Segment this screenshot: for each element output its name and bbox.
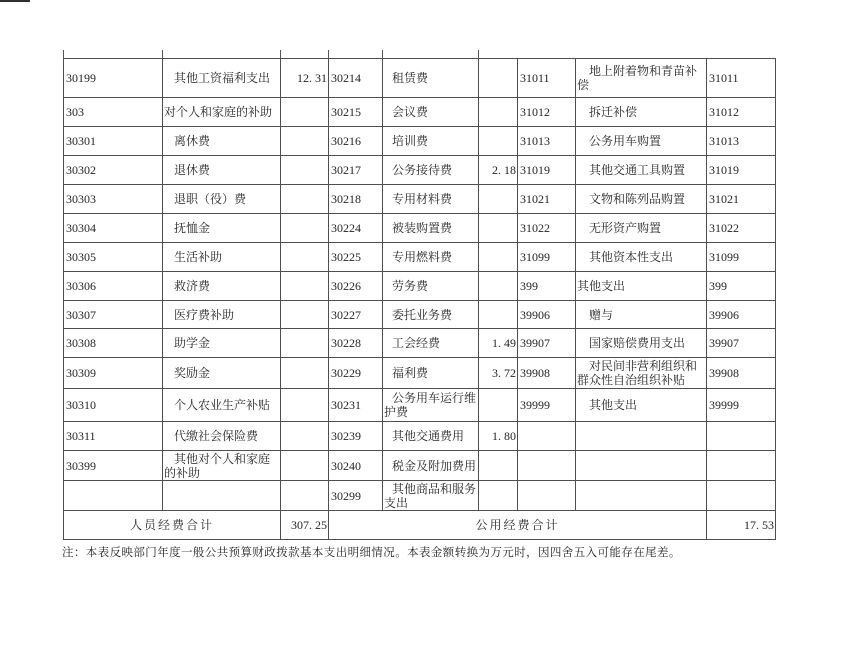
name-cell: 其他对个人和家庭的补助 [163,451,281,481]
amount-cell [281,272,329,301]
name-cell: 退休费 [163,156,281,185]
name-cell: 其他资本性支出 [576,243,707,272]
amount-cell [479,301,518,329]
name-cell: 公务接待费 [383,156,479,185]
code-cell: 39907 [518,329,576,358]
table-row [64,301,776,329]
name-cell: 对民间非营利组织和群众性自治组织补贴 [576,358,707,389]
name-cell: 个人农业生产补贴 [163,389,281,422]
name-cell: 地上附着物和青苗补偿 [576,59,707,98]
code-cell: 31099 [707,243,776,272]
name-cell: 福利费 [383,358,479,389]
name-cell [576,451,707,481]
code-cell: 30399 [64,451,163,481]
code-cell [707,422,776,451]
amount-cell [479,389,518,422]
name-cell: 专用材料费 [383,185,479,214]
name-cell: 公务用车购置 [576,127,707,156]
code-cell: 31011 [518,59,576,98]
name-cell: 拆迁补偿 [576,98,707,127]
amount-cell [281,389,329,422]
code-cell: 39999 [518,389,576,422]
code-cell [707,451,776,481]
name-cell: 离休费 [163,127,281,156]
code-cell: 30310 [64,389,163,422]
personnel-total-label: 人员经费合计 [64,511,281,540]
name-cell: 租赁费 [383,59,479,98]
code-cell: 31013 [707,127,776,156]
name-cell: 助学金 [163,329,281,358]
amount-cell [281,422,329,451]
amount-cell [281,214,329,243]
code-cell: 30214 [329,59,383,98]
code-cell: 31011 [707,59,776,98]
name-cell [576,481,707,511]
code-cell: 31021 [518,185,576,214]
amount-cell [479,272,518,301]
table-column-line-stub [382,50,383,58]
code-cell: 30228 [329,329,383,358]
name-cell: 奖励金 [163,358,281,389]
name-cell: 劳务费 [383,272,479,301]
code-cell: 30299 [329,481,383,511]
code-cell: 30227 [329,301,383,329]
code-cell: 30309 [64,358,163,389]
code-cell: 31012 [518,98,576,127]
table-row [64,243,776,272]
amount-cell [281,185,329,214]
code-cell: 31099 [518,243,576,272]
table-row [64,98,776,127]
table-row [64,156,776,185]
name-cell: 生活补助 [163,243,281,272]
table-column-line-stub [63,50,64,58]
code-cell: 30306 [64,272,163,301]
code-cell: 399 [518,272,576,301]
code-cell: 30218 [329,185,383,214]
name-cell [576,422,707,451]
amount-cell [281,358,329,389]
name-cell: 救济费 [163,272,281,301]
amount-cell [479,214,518,243]
code-cell: 31022 [707,214,776,243]
code-cell [518,451,576,481]
amount-cell [281,481,329,511]
code-cell: 30217 [329,156,383,185]
code-cell: 30304 [64,214,163,243]
code-cell: 39906 [518,301,576,329]
code-cell: 30216 [329,127,383,156]
amount-cell [281,156,329,185]
code-cell: 30303 [64,185,163,214]
code-cell [518,422,576,451]
code-cell: 30301 [64,127,163,156]
code-cell: 30229 [329,358,383,389]
name-cell: 税金及附加费用 [383,451,479,481]
name-cell: 专用燃料费 [383,243,479,272]
public-total-label: 公用经费合计 [329,511,707,540]
name-cell: 工会经费 [383,329,479,358]
code-cell: 30199 [64,59,163,98]
code-cell: 30302 [64,156,163,185]
name-cell: 其他工资福利支出 [163,59,281,98]
table-column-line-stub [478,50,479,58]
code-cell: 31021 [707,185,776,214]
table-row [64,272,776,301]
basic-expenditure-detail-table [63,58,776,540]
amount-cell: 1. 80 [479,422,518,451]
code-cell: 39907 [707,329,776,358]
name-cell: 赠与 [576,301,707,329]
code-cell: 30307 [64,301,163,329]
table-row [64,481,776,511]
name-cell: 国家赔偿费用支出 [576,329,707,358]
amount-cell [281,243,329,272]
name-cell: 无形资产购置 [576,214,707,243]
code-cell: 39908 [518,358,576,389]
code-cell: 30231 [329,389,383,422]
name-cell: 公务用车运行维护费 [383,389,479,422]
name-cell: 其他交通工具购置 [576,156,707,185]
table-row [64,329,776,358]
table-row [64,214,776,243]
table-row [64,127,776,156]
code-cell: 30305 [64,243,163,272]
name-cell: 对个人和家庭的补助 [163,98,281,127]
code-cell: 39908 [707,358,776,389]
code-cell: 30308 [64,329,163,358]
code-cell: 31013 [518,127,576,156]
code-cell: 39906 [707,301,776,329]
name-cell: 其他支出 [576,389,707,422]
amount-cell: 3. 72 [479,358,518,389]
code-cell: 30224 [329,214,383,243]
name-cell: 医疗费补助 [163,301,281,329]
code-cell: 30226 [329,272,383,301]
personnel-total-value: 307. 25 [281,511,329,540]
name-cell: 被装购置费 [383,214,479,243]
amount-cell [281,451,329,481]
code-cell: 39999 [707,389,776,422]
code-cell: 31012 [707,98,776,127]
amount-cell [479,185,518,214]
amount-cell [479,127,518,156]
code-cell: 30225 [329,243,383,272]
amount-cell [281,301,329,329]
name-cell: 抚恤金 [163,214,281,243]
table-row [64,185,776,214]
name-cell: 委托业务费 [383,301,479,329]
name-cell: 其他支出 [576,272,707,301]
name-cell: 会议费 [383,98,479,127]
table-note: 注：本表反映部门年度一般公共预算财政拨款基本支出明细情况。本表金额转换为万元时，因四舍五入可能存在尾差。 [62,547,681,559]
crop-artifact-line [0,0,30,2]
code-cell: 30239 [329,422,383,451]
amount-cell [479,243,518,272]
code-cell: 30215 [329,98,383,127]
table-row [64,422,776,451]
code-cell [518,481,576,511]
name-cell [163,481,281,511]
name-cell: 培训费 [383,127,479,156]
table-row [64,59,776,98]
code-cell [64,481,163,511]
table-row [64,451,776,481]
table-column-line-stub [328,50,329,58]
totals-row [64,511,776,540]
amount-cell [281,329,329,358]
code-cell: 31019 [707,156,776,185]
amount-cell [479,451,518,481]
table-body [64,59,776,540]
code-cell: 303 [64,98,163,127]
amount-cell: 2. 18 [479,156,518,185]
table-column-line-stub [162,50,163,58]
name-cell: 文物和陈列品购置 [576,185,707,214]
name-cell: 其他商品和服务支出 [383,481,479,511]
code-cell [707,481,776,511]
amount-cell: 12. 31 [281,59,329,98]
table-column-line-stub [280,50,281,58]
name-cell: 代缴社会保险费 [163,422,281,451]
amount-cell [479,481,518,511]
code-cell: 30240 [329,451,383,481]
name-cell: 其他交通费用 [383,422,479,451]
table-row [64,389,776,422]
amount-cell [281,98,329,127]
code-cell: 31019 [518,156,576,185]
code-cell: 30311 [64,422,163,451]
amount-cell [479,59,518,98]
public-total-value: 17. 53 [707,511,776,540]
code-cell: 399 [707,272,776,301]
table-row [64,358,776,389]
code-cell: 31022 [518,214,576,243]
name-cell: 退职（役）费 [163,185,281,214]
amount-cell [281,127,329,156]
amount-cell: 1. 49 [479,329,518,358]
amount-cell [479,98,518,127]
